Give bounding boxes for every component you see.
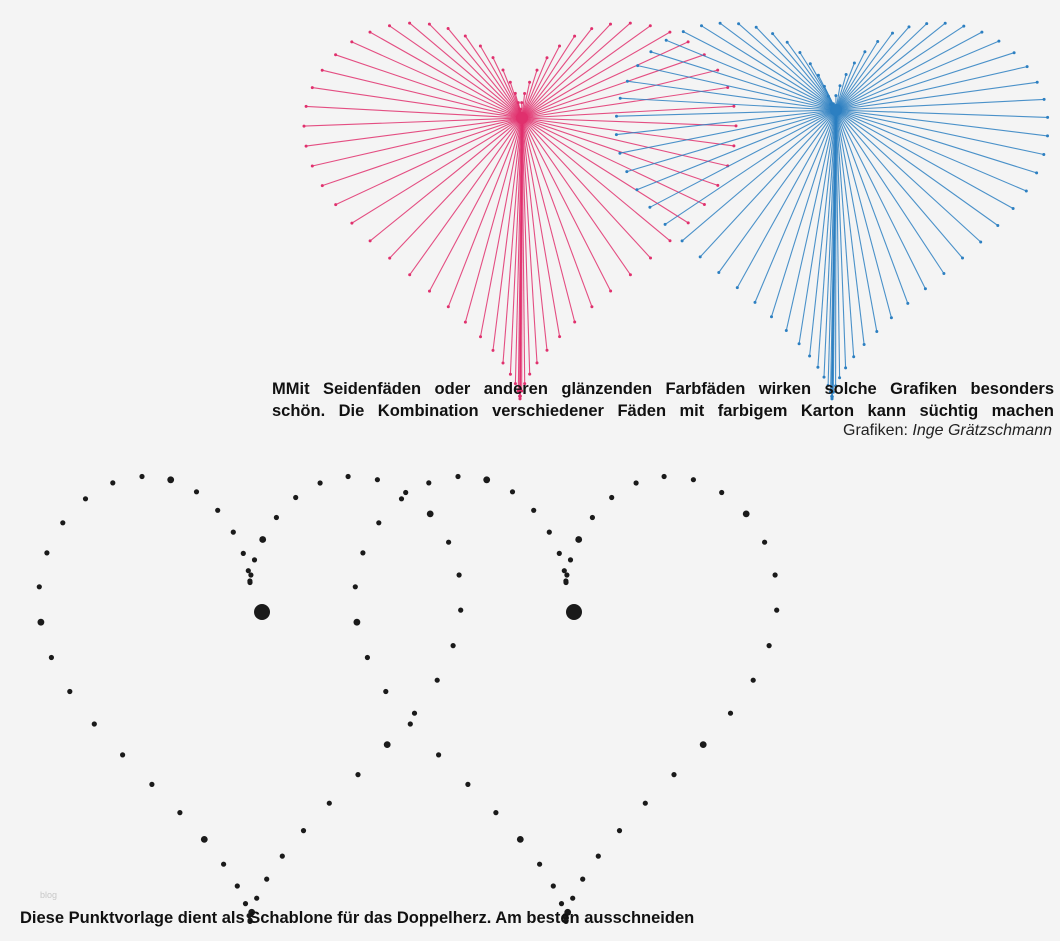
thread-pin (509, 373, 512, 376)
template-dot (384, 741, 391, 748)
template-dot (719, 490, 724, 495)
thread-line (836, 53, 1014, 110)
thread-pin (996, 224, 999, 227)
thread-pin (311, 165, 314, 168)
thread-pin (528, 81, 531, 84)
template-dot (510, 489, 515, 494)
thread-pin (823, 85, 826, 88)
thread-pin (732, 105, 735, 108)
template-dot (403, 490, 408, 495)
thread-line (430, 118, 523, 291)
thread-pin (1042, 153, 1045, 156)
thread-pin (629, 273, 632, 276)
thread-line (739, 24, 836, 110)
thread-pin (997, 40, 1000, 43)
template-dot (167, 476, 174, 483)
thread-pin (732, 144, 735, 147)
template-dot (110, 480, 115, 485)
thread-line (836, 41, 999, 110)
template-dot (465, 782, 470, 787)
template-dot (235, 883, 240, 888)
thread-pin (464, 35, 467, 38)
template-dot (177, 810, 182, 815)
thread-line (522, 118, 630, 275)
thread-pin (428, 23, 431, 26)
thread-pin (464, 321, 467, 324)
template-dot (254, 896, 259, 901)
template-dot (60, 520, 65, 525)
thread-pin (771, 32, 774, 35)
thread-pin (428, 290, 431, 293)
template-dot (408, 721, 413, 726)
thread-pin (492, 56, 495, 59)
thread-pin (305, 105, 308, 108)
dot-template-left-heart (37, 474, 464, 924)
template-dot (412, 711, 417, 716)
thread-pin (636, 64, 639, 67)
thread-line (772, 110, 837, 317)
template-dot (458, 608, 463, 613)
template-dot (557, 551, 562, 556)
thread-pin (1013, 51, 1016, 54)
template-dot (280, 854, 285, 859)
template-dot (375, 477, 380, 482)
template-dot (346, 474, 351, 479)
template-dot (743, 511, 750, 518)
thread-line (836, 99, 1044, 110)
template-dot (531, 508, 536, 513)
thread-line (352, 42, 522, 118)
template-dot (691, 477, 696, 482)
thread-pin (334, 53, 337, 56)
template-dot (301, 828, 306, 833)
thread-pin (716, 69, 719, 72)
watermark: blog (40, 890, 58, 900)
thread-pin (590, 27, 593, 30)
thread-pin (546, 56, 549, 59)
thread-pin (635, 188, 638, 191)
template-dot (139, 474, 144, 479)
thread-pin (479, 45, 482, 48)
template-dot (49, 655, 54, 660)
template-dot (451, 643, 456, 648)
thread-line (336, 55, 522, 118)
thread-pin (786, 41, 789, 44)
thread-pin (558, 45, 561, 48)
thread-pin (518, 108, 521, 111)
template-dot (243, 901, 248, 906)
thread-pin (536, 361, 539, 364)
template-dot (596, 854, 601, 859)
thread-pin (834, 94, 837, 97)
thread-pin (808, 355, 811, 358)
thread-line (522, 118, 651, 258)
template-dot (455, 474, 460, 479)
template-dot (580, 877, 585, 882)
thread-pin (369, 239, 372, 242)
template-dot (728, 711, 733, 716)
template-dot (570, 896, 575, 901)
thread-pin (369, 31, 372, 34)
template-dot (231, 530, 236, 535)
template-dot (353, 584, 358, 589)
template-dot (92, 721, 97, 726)
thread-pin (699, 255, 702, 258)
template-dot (149, 782, 154, 787)
thread-line (322, 70, 522, 118)
template-dot (773, 572, 778, 577)
thread-line (481, 118, 523, 337)
template-dot (120, 752, 125, 757)
thread-pin (648, 206, 651, 209)
thread-pin (700, 24, 703, 27)
template-dot (67, 689, 72, 694)
thread-pin (1025, 190, 1028, 193)
thread-line (836, 110, 981, 242)
thread-pin (311, 86, 314, 89)
caption-line-2: sсhön. Die Kombination verschiedener Fäden mit farbigem Karton kann süchtig machen (272, 402, 1054, 420)
thread-pin (942, 272, 945, 275)
thread-pin (305, 145, 308, 148)
image-caption (272, 378, 1054, 422)
thread-pin (573, 35, 576, 38)
template-dot (399, 496, 404, 501)
template-dot (568, 557, 573, 562)
template-center-dot (254, 604, 270, 620)
thread-pin (908, 25, 911, 28)
thread-pin (891, 32, 894, 35)
thread-pin (827, 95, 830, 98)
template-dot (767, 643, 772, 648)
template-dot (241, 551, 246, 556)
template-dot (537, 862, 542, 867)
template-dot (365, 655, 370, 660)
template-dot (762, 540, 767, 545)
thread-pin (625, 170, 628, 173)
thread-pin (1036, 81, 1039, 84)
thread-pin (514, 92, 517, 95)
thread-pin (890, 316, 893, 319)
template-dot (37, 584, 42, 589)
thread-line (522, 29, 592, 118)
thread-pin (649, 257, 652, 260)
thread-pin (492, 349, 495, 352)
template-dot (252, 557, 257, 562)
template-dot (246, 568, 251, 573)
thread-line (836, 27, 909, 110)
template-dot (634, 480, 639, 485)
thread-pin (961, 257, 964, 260)
template-dot (427, 511, 434, 518)
template-dot (264, 877, 269, 882)
thread-pin (321, 69, 324, 72)
thread-line (836, 110, 1037, 173)
thread-pin (716, 184, 719, 187)
thread-pin (629, 22, 632, 25)
thread-line (429, 24, 522, 118)
template-dot (44, 550, 49, 555)
thread-line (683, 32, 836, 110)
thread-line (836, 32, 982, 110)
template-dot (259, 536, 266, 543)
template-dot (547, 530, 552, 535)
thread-pin (735, 124, 738, 127)
template-dot (517, 836, 524, 843)
template-dot (215, 508, 220, 513)
caption-line-1: MMit Seidenfäden oder anderen glänzenden Farbfäden wirken solche Grafiken besonders (272, 380, 1054, 398)
thread-line (370, 118, 522, 241)
thread-line (702, 26, 837, 110)
thread-pin (334, 203, 337, 206)
template-dot (435, 678, 440, 683)
thread-pin (687, 221, 690, 224)
thread-pin (703, 203, 706, 206)
thread-line (306, 106, 522, 118)
thread-center-knot (830, 104, 842, 116)
thread-line (700, 110, 836, 257)
thread-line (773, 34, 836, 110)
thread-pin (447, 27, 450, 30)
template-dot (559, 901, 564, 906)
thread-pin (350, 222, 353, 225)
thread-pin (615, 115, 618, 118)
thread-pin (853, 62, 856, 65)
thread-pin (863, 50, 866, 53)
thread-pin (528, 373, 531, 376)
thread-pin (388, 24, 391, 27)
thread-pin (558, 335, 561, 338)
thread-pin (944, 22, 947, 25)
thread-pin (618, 152, 621, 155)
thread-pin (520, 101, 523, 104)
credit-label: Grafiken: (843, 422, 908, 439)
thread-pin (573, 321, 576, 324)
template-dot (671, 772, 676, 777)
template-dot (617, 828, 622, 833)
thread-pin (408, 273, 411, 276)
thread-pin (1035, 171, 1038, 174)
thread-line (522, 24, 611, 118)
dot-template-right-heart (353, 474, 780, 924)
thread-line (370, 32, 522, 118)
thread-pin (755, 26, 758, 29)
template-dot (457, 572, 462, 577)
thread-line (627, 81, 836, 110)
template-dot (247, 578, 252, 583)
thread-line (836, 110, 877, 332)
thread-pin (845, 73, 848, 76)
thread-pin (546, 349, 549, 352)
image-credit (843, 422, 1052, 440)
thread-pin (754, 301, 757, 304)
thread-pin (626, 80, 629, 83)
thread-pin (303, 125, 306, 128)
template-dot (221, 862, 226, 867)
thread-pin (649, 50, 652, 53)
thread-pin (924, 287, 927, 290)
thread-pin (798, 51, 801, 54)
thread-pin (523, 92, 526, 95)
thread-pin (719, 22, 722, 25)
thread-pin (681, 239, 684, 242)
thread-pin (817, 74, 820, 77)
thread-pin (962, 25, 965, 28)
thread-line (522, 55, 704, 118)
thread-pin (1043, 98, 1046, 101)
thread-pin (852, 355, 855, 358)
thread-pin (1046, 116, 1049, 119)
thread-pin (479, 335, 482, 338)
thread-pin (1046, 134, 1049, 137)
template-dot (551, 883, 556, 888)
template-dot (446, 540, 451, 545)
thread-pin (619, 97, 622, 100)
thread-pin (770, 315, 773, 318)
thread-pin (536, 69, 539, 72)
thread-pin (875, 330, 878, 333)
thread-line (390, 26, 523, 118)
template-dot (376, 520, 381, 525)
thread-pin (876, 40, 879, 43)
template-dot (590, 515, 595, 520)
thread-pin (682, 30, 685, 33)
thread-line (637, 110, 836, 190)
template-dot (383, 689, 388, 694)
thread-pin (517, 101, 520, 104)
thread-pin (447, 305, 450, 308)
template-caption: Diese Punktvorlage dient als Schablone für das Doppelherz. Am besten ausschneiden (20, 909, 695, 927)
template-dot (360, 550, 365, 555)
thread-pin (668, 31, 671, 34)
thread-pin (785, 329, 788, 332)
template-center-dot (566, 604, 582, 620)
thread-line (836, 52, 865, 110)
thread-line (627, 110, 836, 172)
thread-pin (980, 31, 983, 34)
template-dot (575, 536, 582, 543)
thread-pin (863, 343, 866, 346)
thread-pin (669, 239, 672, 242)
thread-pin (737, 22, 740, 25)
thread-pin (906, 302, 909, 305)
thread-line (836, 26, 964, 110)
thread-pin (615, 133, 618, 136)
template-dot (609, 495, 614, 500)
thread-pin (829, 103, 832, 106)
template-dot (194, 489, 199, 494)
thread-pin (1012, 207, 1015, 210)
thread-pin (502, 69, 505, 72)
thread-pin (839, 84, 842, 87)
thread-line (322, 118, 522, 186)
thread-center-knot (516, 112, 528, 124)
thread-pin (809, 62, 812, 65)
thread-pin (979, 241, 982, 244)
template-dot (318, 480, 323, 485)
thread-line (836, 110, 908, 303)
template-dot (201, 836, 208, 843)
thread-pin (502, 362, 505, 365)
thread-pin (609, 290, 612, 293)
blue-thread-heart (615, 22, 1049, 401)
template-dot (327, 801, 332, 806)
thread-line (836, 24, 927, 110)
template-dot (563, 578, 568, 583)
template-dot (483, 476, 490, 483)
template-dot (774, 608, 779, 613)
thread-pin (590, 305, 593, 308)
thread-line (836, 110, 1013, 209)
thread-pin (609, 23, 612, 26)
template-dot (274, 515, 279, 520)
thread-line (336, 118, 522, 205)
thread-line (448, 29, 522, 119)
thread-line (312, 118, 522, 166)
thread-pin (687, 40, 690, 43)
template-dot (751, 678, 756, 683)
template-dot (38, 619, 45, 626)
thread-line (650, 110, 836, 207)
thread-pin (388, 257, 391, 260)
thread-pin (665, 39, 668, 42)
thread-pin (509, 81, 512, 84)
thread-pin (798, 342, 801, 345)
template-dot (643, 801, 648, 806)
thread-pin (649, 24, 652, 27)
template-dot (662, 474, 667, 479)
thread-line (737, 110, 836, 288)
thread-pin (408, 22, 411, 25)
template-dot (293, 495, 298, 500)
thread-line (836, 67, 1027, 110)
thread-pin (925, 22, 928, 25)
template-dot (355, 772, 360, 777)
template-dot (562, 568, 567, 573)
template-dot (493, 810, 498, 815)
thread-line (522, 118, 575, 322)
thread-line (522, 118, 688, 223)
pink-thread-heart (303, 22, 738, 401)
template-dot (83, 496, 88, 501)
thread-line (836, 110, 891, 318)
template-dot (700, 741, 707, 748)
thread-line (682, 110, 836, 241)
thread-pin (717, 271, 720, 274)
thread-pin (350, 40, 353, 43)
thread-pin (844, 366, 847, 369)
credit-author: Inge Grätzschmann (912, 422, 1052, 439)
thread-pin (1026, 65, 1029, 68)
thread-line (448, 118, 522, 307)
template-dot (354, 619, 361, 626)
thread-pin (736, 286, 739, 289)
thread-pin (664, 223, 667, 226)
template-dot (426, 480, 431, 485)
thread-pin (816, 366, 819, 369)
template-dot (436, 752, 441, 757)
thread-pin (321, 184, 324, 187)
